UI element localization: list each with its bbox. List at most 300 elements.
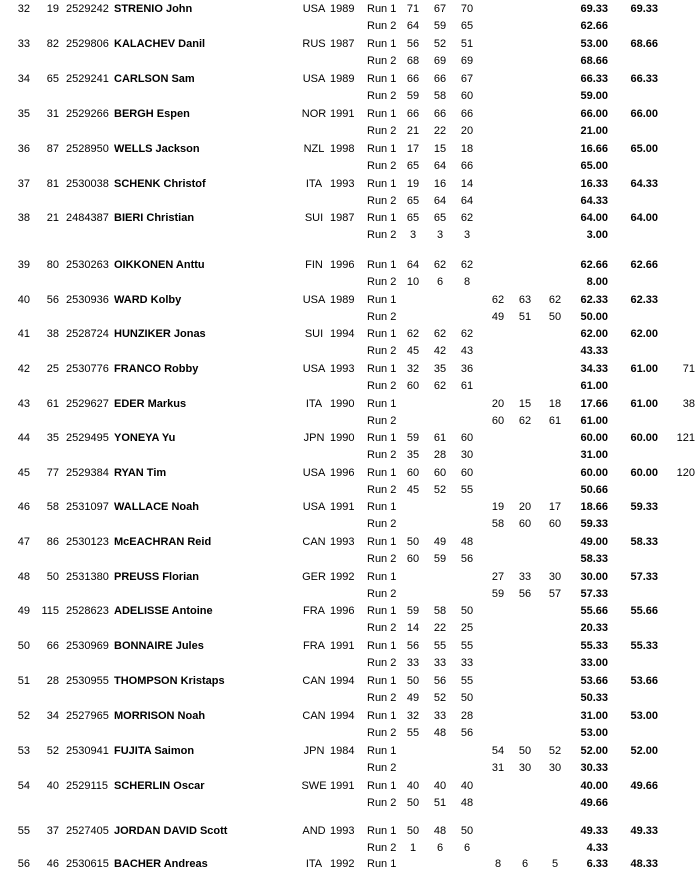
run-score-cell: 21.00 [580,125,608,137]
year-of-birth-cell: 1992 [330,858,355,870]
nation-cell: ITA [305,398,323,410]
fis-code-cell: 2527965 [66,710,109,722]
nation-cell: FIN [305,259,323,271]
year-of-birth-cell: 1990 [330,398,355,410]
judge-score-cell: 60 [406,553,420,565]
alt-judge-score-cell: 30 [518,762,532,774]
result-row [0,640,699,653]
judge-score-cell: 50 [460,692,474,704]
judge-score-cell: 16 [433,178,447,190]
athlete-name-cell: EDER Markus [114,398,187,410]
judge-score-cell: 60 [406,467,420,479]
run-label-cell: Run 2 [367,588,397,600]
judge-score-cell: 55 [460,484,474,496]
alt-judge-score-cell: 60 [491,415,505,427]
run-label-cell: Run 2 [367,797,397,809]
judge-score-cell: 50 [460,605,474,617]
run-label-cell: Run 1 [367,745,397,757]
rank-cell: 39 [17,259,30,271]
athlete-name-cell: BONNAIRE Jules [114,640,204,652]
run-score-cell: 16.66 [580,143,608,155]
judge-score-cell: 36 [460,363,474,375]
year-of-birth-cell: 1993 [330,363,355,375]
run-label-cell: Run 1 [367,398,397,410]
run-label-cell: Run 1 [367,143,397,155]
athlete-name-cell: MORRISON Noah [114,710,206,722]
run-score-cell: 33.00 [580,657,608,669]
alt-judge-score-cell: 50 [518,745,532,757]
judge-score-cell: 58 [433,90,447,102]
best-score-cell: 64.00 [630,212,658,224]
athlete-name-cell: WARD Kolby [114,294,182,306]
alt-judge-score-cell: 59 [491,588,505,600]
alt-judge-score-cell: 17 [548,501,562,513]
judge-score-cell: 33 [406,657,420,669]
fis-code-cell: 2528623 [66,605,109,617]
athlete-name-cell: PREUSS Florian [114,571,199,583]
nation-cell: AND [302,825,326,837]
judge-score-cell: 56 [460,727,474,739]
judge-score-cell: 49 [433,536,447,548]
run-label-cell: Run 2 [367,449,397,461]
bib-cell: 38 [46,328,59,340]
bib-cell: 35 [46,432,59,444]
alt-judge-score-cell: 18 [548,398,562,410]
alt-judge-score-cell: 56 [518,588,532,600]
nation-cell: USA [302,467,326,479]
judge-score-cell: 48 [433,727,447,739]
run-label-cell: Run 1 [367,710,397,722]
run-label-cell: Run 2 [367,762,397,774]
result-row [0,38,699,51]
result-row [0,363,699,376]
run-score-cell: 57.33 [580,588,608,600]
fis-code-cell: 2529495 [66,432,109,444]
judge-score-cell: 15 [433,143,447,155]
bib-cell: 37 [46,825,59,837]
year-of-birth-cell: 1998 [330,143,355,155]
run-label-cell: Run 2 [367,622,397,634]
best-score-cell: 62.66 [630,259,658,271]
run-label-cell: Run 2 [367,311,397,323]
run-label-cell: Run 1 [367,675,397,687]
result-row [0,727,699,740]
best-score-cell: 59.33 [630,501,658,513]
year-of-birth-cell: 1994 [330,675,355,687]
judge-score-cell: 18 [460,143,474,155]
run-score-cell: 62.66 [580,20,608,32]
athlete-name-cell: BERGH Espen [114,108,190,120]
judge-score-cell: 33 [433,657,447,669]
year-of-birth-cell: 1989 [330,294,355,306]
nation-cell: NOR [301,108,327,120]
judge-score-cell: 69 [460,55,474,67]
bib-cell: 61 [46,398,59,410]
judge-score-cell: 59 [433,553,447,565]
extra-value-cell: 120 [676,467,695,479]
result-row [0,797,699,810]
fis-code-cell: 2530936 [66,294,109,306]
fis-code-cell: 2530776 [66,363,109,375]
judge-score-cell: 32 [406,363,420,375]
result-row [0,294,699,307]
year-of-birth-cell: 1989 [330,73,355,85]
rank-cell: 49 [17,605,30,617]
best-score-cell: 57.33 [630,571,658,583]
judge-score-cell: 52 [433,692,447,704]
year-of-birth-cell: 1991 [330,640,355,652]
judge-score-cell: 59 [406,605,420,617]
judge-score-cell: 55 [460,640,474,652]
judge-score-cell: 66 [433,73,447,85]
athlete-name-cell: BIERI Christian [114,212,195,224]
bib-cell: 65 [46,73,59,85]
run-label-cell: Run 2 [367,842,397,854]
judge-score-cell: 65 [460,20,474,32]
run-score-cell: 61.00 [580,415,608,427]
run-score-cell: 61.00 [580,380,608,392]
alt-judge-score-cell: 5 [551,858,559,870]
nation-cell: USA [302,73,326,85]
bib-cell: 56 [46,294,59,306]
result-row [0,73,699,86]
year-of-birth-cell: 1993 [330,825,355,837]
result-row [0,762,699,775]
result-row [0,780,699,793]
rank-cell: 33 [17,38,30,50]
fis-code-cell: 2528950 [66,143,109,155]
judge-score-cell: 40 [433,780,447,792]
nation-cell: GER [302,571,326,583]
nation-cell: USA [302,501,326,513]
result-row [0,125,699,138]
athlete-name-cell: McEACHRAN Reid [114,536,212,548]
rank-cell: 51 [17,675,30,687]
judge-score-cell: 64 [433,160,447,172]
run-label-cell: Run 2 [367,727,397,739]
judge-score-cell: 60 [460,90,474,102]
judge-score-cell: 28 [460,710,474,722]
judge-score-cell: 64 [460,195,474,207]
best-score-cell: 58.33 [630,536,658,548]
nation-cell: SWE [301,780,327,792]
athlete-name-cell: THOMPSON Kristaps [114,675,225,687]
bib-cell: 66 [46,640,59,652]
judge-score-cell: 50 [460,825,474,837]
best-score-cell: 65.00 [630,143,658,155]
result-row [0,825,699,838]
fis-code-cell: 2530123 [66,536,109,548]
rank-cell: 46 [17,501,30,513]
run-label-cell: Run 1 [367,780,397,792]
judge-score-cell: 14 [406,622,420,634]
run-score-cell: 69.33 [580,3,608,15]
rank-cell: 45 [17,467,30,479]
rank-cell: 35 [17,108,30,120]
year-of-birth-cell: 1990 [330,432,355,444]
judge-score-cell: 62 [406,328,420,340]
run-label-cell: Run 2 [367,657,397,669]
year-of-birth-cell: 1987 [330,212,355,224]
result-row [0,143,699,156]
result-row [0,432,699,445]
run-label-cell: Run 1 [367,432,397,444]
judge-score-cell: 62 [460,328,474,340]
best-score-cell: 66.00 [630,108,658,120]
athlete-name-cell: SCHENK Christof [114,178,206,190]
best-score-cell: 61.00 [630,363,658,375]
nation-cell: ITA [305,178,323,190]
run-score-cell: 68.66 [580,55,608,67]
judge-score-cell: 65 [433,212,447,224]
best-score-cell: 60.00 [630,432,658,444]
best-score-cell: 53.66 [630,675,658,687]
rank-cell: 34 [17,73,30,85]
judge-score-cell: 62 [433,380,447,392]
result-row [0,467,699,480]
result-row [0,692,699,705]
judge-score-cell: 70 [460,3,474,15]
judge-score-cell: 33 [460,657,474,669]
year-of-birth-cell: 1992 [330,571,355,583]
nation-cell: SUI [304,328,324,340]
year-of-birth-cell: 1994 [330,328,355,340]
run-label-cell: Run 2 [367,55,397,67]
alt-judge-score-cell: 6 [521,858,529,870]
fis-code-cell: 2531097 [66,501,109,513]
judge-score-cell: 48 [460,797,474,809]
run-label-cell: Run 1 [367,108,397,120]
judge-score-cell: 30 [460,449,474,461]
judge-score-cell: 40 [460,780,474,792]
run-score-cell: 16.33 [580,178,608,190]
judge-score-cell: 35 [433,363,447,375]
result-row [0,311,699,324]
run-score-cell: 64.33 [580,195,608,207]
fis-code-cell: 2530941 [66,745,109,757]
run-score-cell: 50.00 [580,311,608,323]
result-row [0,449,699,462]
year-of-birth-cell: 1996 [330,605,355,617]
bib-cell: 50 [46,571,59,583]
rank-cell: 44 [17,432,30,444]
athlete-name-cell: OIKKONEN Anttu [114,259,205,271]
fis-code-cell: 2529242 [66,3,109,15]
run-score-cell: 40.00 [580,780,608,792]
judge-score-cell: 66 [406,108,420,120]
judge-score-cell: 60 [406,380,420,392]
run-label-cell: Run 2 [367,415,397,427]
bib-cell: 77 [46,467,59,479]
bib-cell: 86 [46,536,59,548]
alt-judge-score-cell: 61 [548,415,562,427]
rank-cell: 47 [17,536,30,548]
run-label-cell: Run 1 [367,536,397,548]
run-score-cell: 30.00 [580,571,608,583]
judge-score-cell: 6 [436,842,444,854]
alt-judge-score-cell: 60 [518,518,532,530]
bib-cell: 87 [46,143,59,155]
result-row [0,622,699,635]
bib-cell: 28 [46,675,59,687]
fis-code-cell: 2529241 [66,73,109,85]
judge-score-cell: 69 [433,55,447,67]
best-score-cell: 49.33 [630,825,658,837]
fis-code-cell: 2529115 [66,780,109,792]
result-row [0,259,699,272]
bib-cell: 19 [46,3,59,15]
alt-judge-score-cell: 63 [518,294,532,306]
alt-judge-score-cell: 19 [491,501,505,513]
judge-score-cell: 52 [433,38,447,50]
judge-score-cell: 66 [433,108,447,120]
run-score-cell: 60.00 [580,432,608,444]
extra-value-cell: 121 [676,432,695,444]
judge-score-cell: 64 [406,20,420,32]
nation-cell: FRA [303,640,325,652]
judge-score-cell: 67 [460,73,474,85]
judge-score-cell: 60 [433,467,447,479]
best-score-cell: 62.00 [630,328,658,340]
run-label-cell: Run 2 [367,276,397,288]
run-score-cell: 20.33 [580,622,608,634]
result-row [0,276,699,289]
best-score-cell: 53.00 [630,710,658,722]
run-score-cell: 4.33 [586,842,608,854]
result-row [0,160,699,173]
alt-judge-score-cell: 62 [518,415,532,427]
judge-score-cell: 67 [433,3,447,15]
run-label-cell: Run 1 [367,73,397,85]
nation-cell: NZL [303,143,325,155]
alt-judge-score-cell: 62 [491,294,505,306]
alt-judge-score-cell: 52 [548,745,562,757]
result-row [0,178,699,191]
best-score-cell: 64.33 [630,178,658,190]
run-label-cell: Run 1 [367,328,397,340]
judge-score-cell: 3 [409,229,417,241]
run-label-cell: Run 2 [367,484,397,496]
nation-cell: JPN [303,432,325,444]
judge-score-cell: 59 [406,90,420,102]
best-score-cell: 52.00 [630,745,658,757]
rank-cell: 55 [17,825,30,837]
result-row [0,745,699,758]
judge-score-cell: 66 [460,160,474,172]
judge-score-cell: 3 [463,229,471,241]
run-score-cell: 53.00 [580,38,608,50]
nation-cell: FRA [303,605,325,617]
year-of-birth-cell: 1991 [330,780,355,792]
judge-score-cell: 61 [460,380,474,392]
fis-code-cell: 2530969 [66,640,109,652]
result-row [0,571,699,584]
run-score-cell: 62.00 [580,328,608,340]
athlete-name-cell: WALLACE Noah [114,501,199,513]
judge-score-cell: 32 [406,710,420,722]
run-score-cell: 55.66 [580,605,608,617]
bib-cell: 31 [46,108,59,120]
alt-judge-score-cell: 60 [548,518,562,530]
judge-score-cell: 50 [406,536,420,548]
year-of-birth-cell: 1987 [330,38,355,50]
run-score-cell: 59.33 [580,518,608,530]
judge-score-cell: 40 [406,780,420,792]
run-score-cell: 30.33 [580,762,608,774]
run-label-cell: Run 1 [367,825,397,837]
judge-score-cell: 20 [460,125,474,137]
run-score-cell: 52.00 [580,745,608,757]
run-score-cell: 58.33 [580,553,608,565]
nation-cell: RUS [302,38,326,50]
rank-cell: 37 [17,178,30,190]
year-of-birth-cell: 1994 [330,710,355,722]
bib-cell: 58 [46,501,59,513]
athlete-name-cell: YONEYA Yu [114,432,176,444]
judge-score-cell: 65 [406,195,420,207]
result-row [0,484,699,497]
judge-score-cell: 55 [433,640,447,652]
alt-judge-score-cell: 57 [548,588,562,600]
athlete-name-cell: ADELISSE Antoine [114,605,213,617]
run-score-cell: 6.33 [586,858,608,870]
judge-score-cell: 62 [460,212,474,224]
nation-cell: JPN [303,745,325,757]
nation-cell: CAN [302,710,326,722]
run-score-cell: 3.00 [586,229,608,241]
alt-judge-score-cell: 31 [491,762,505,774]
nation-cell: CAN [302,536,326,548]
judge-score-cell: 21 [406,125,420,137]
result-row [0,195,699,208]
judge-score-cell: 62 [433,259,447,271]
judge-score-cell: 56 [433,675,447,687]
bib-cell: 34 [46,710,59,722]
run-label-cell: Run 2 [367,345,397,357]
best-score-cell: 62.33 [630,294,658,306]
rank-cell: 38 [17,212,30,224]
run-label-cell: Run 1 [367,467,397,479]
rank-cell: 54 [17,780,30,792]
run-label-cell: Run 2 [367,160,397,172]
rank-cell: 53 [17,745,30,757]
alt-judge-score-cell: 15 [518,398,532,410]
run-score-cell: 64.00 [580,212,608,224]
judge-score-cell: 49 [406,692,420,704]
alt-judge-score-cell: 62 [548,294,562,306]
run-label-cell: Run 1 [367,3,397,15]
result-row [0,518,699,531]
run-score-cell: 60.00 [580,467,608,479]
athlete-name-cell: FUJITA Saimon [114,745,195,757]
alt-judge-score-cell: 33 [518,571,532,583]
judge-score-cell: 22 [433,622,447,634]
run-label-cell: Run 2 [367,90,397,102]
result-row [0,212,699,225]
athlete-name-cell: FRANCO Robby [114,363,199,375]
judge-score-cell: 65 [406,160,420,172]
judge-score-cell: 22 [433,125,447,137]
bib-cell: 52 [46,745,59,757]
run-label-cell: Run 1 [367,294,397,306]
run-score-cell: 49.00 [580,536,608,548]
nation-cell: ITA [305,858,323,870]
bib-cell: 25 [46,363,59,375]
athlete-name-cell: JORDAN DAVID Scott [114,825,228,837]
rank-cell: 42 [17,363,30,375]
rank-cell: 48 [17,571,30,583]
rank-cell: 40 [17,294,30,306]
